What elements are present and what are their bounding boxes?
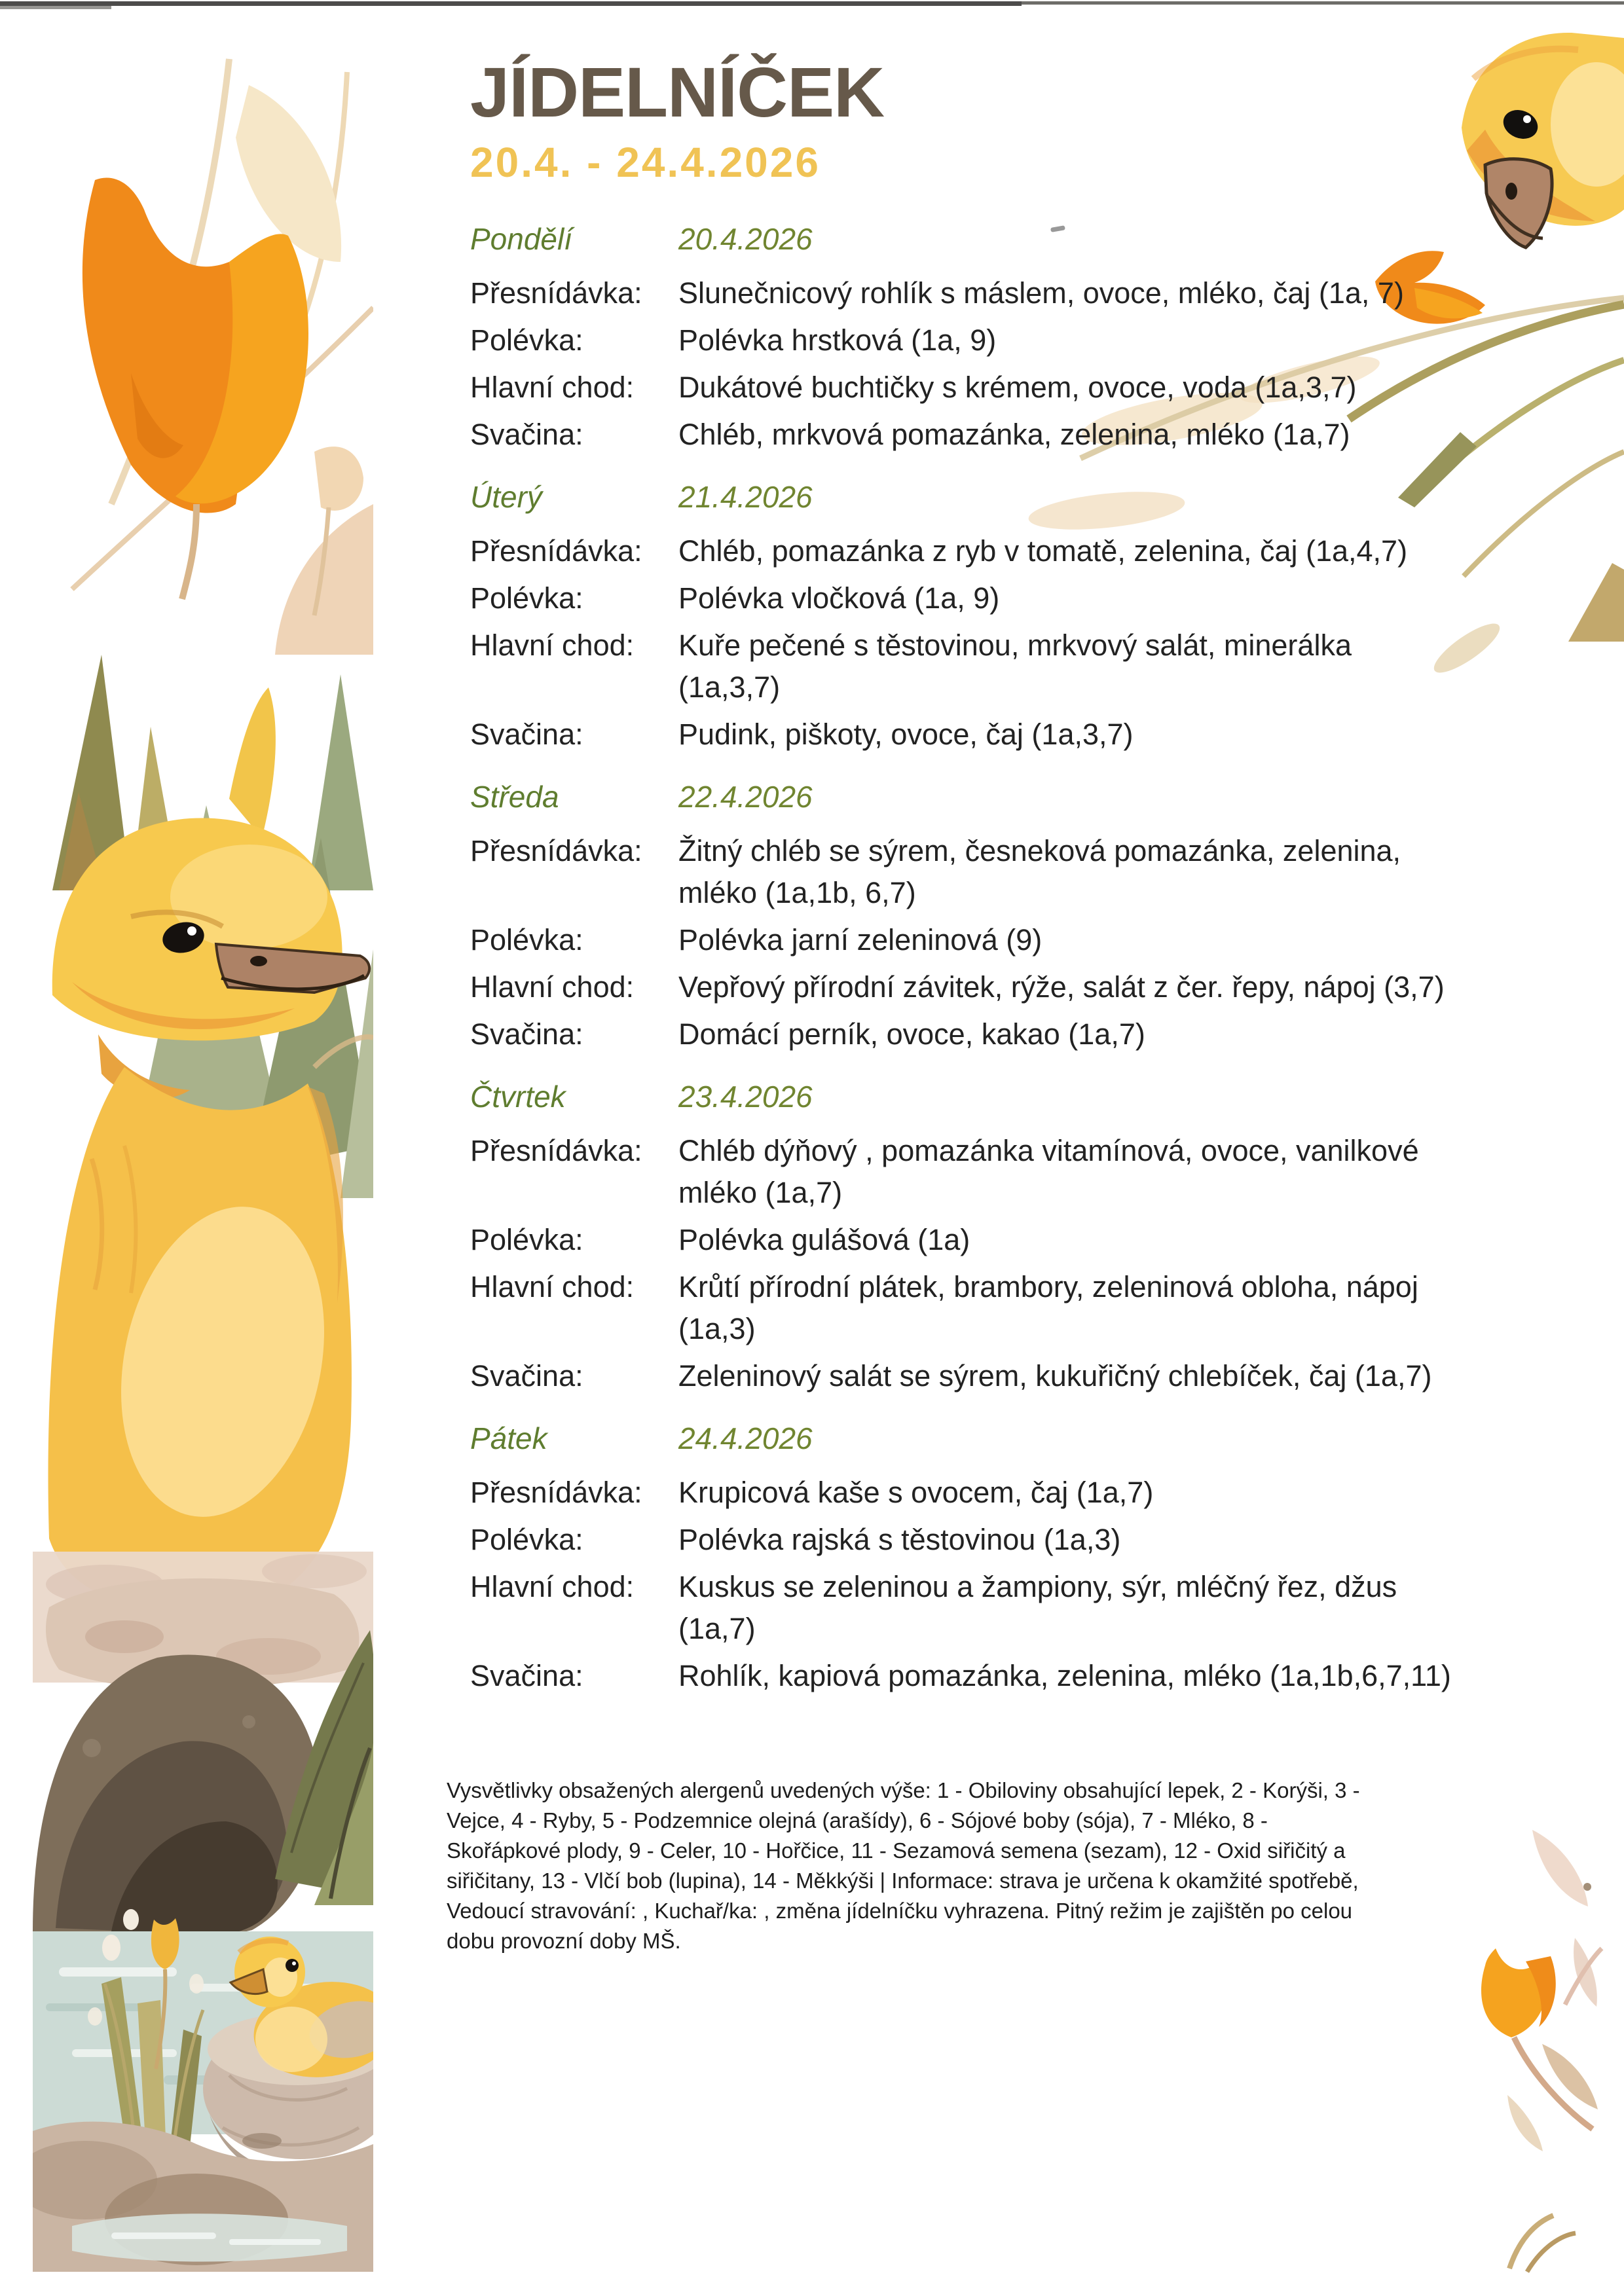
day-name: Středa: [470, 779, 559, 814]
day-header: [470, 1078, 1492, 1116]
day-section: [470, 478, 1492, 756]
day-name: Pátek: [470, 1421, 547, 1455]
meal-value: Pudink, piškoty, ovoce, čaj (1a,3,7): [678, 717, 1134, 751]
menu-content: [447, 52, 1492, 1956]
day-name: Úterý: [470, 479, 542, 514]
meal-row: [470, 714, 1492, 756]
meal-row: [470, 1472, 1492, 1514]
duck-beak: [1485, 159, 1552, 247]
scan-edge-line: [0, 1, 1624, 9]
day-name: Čtvrtek: [470, 1079, 566, 1114]
day-date: 21.4.2026: [678, 479, 813, 514]
meal-row: [470, 1219, 1492, 1261]
meal-row: [470, 319, 1492, 361]
meal-row: [470, 1355, 1492, 1397]
day-section: [470, 220, 1492, 456]
meal-row: [470, 272, 1492, 314]
meal-value: Chléb, mrkvová pomazánka, zelenina, mléko (1a,7): [678, 417, 1350, 451]
meal-value: Polévka gulášová (1a): [678, 1222, 970, 1256]
meal-label: Přesnídávka:: [470, 276, 642, 310]
day-date: 23.4.2026: [678, 1079, 813, 1114]
day-date: 22.4.2026: [678, 779, 813, 814]
meal-label: Svačina:: [470, 1658, 583, 1692]
day-section: [470, 778, 1492, 1055]
meal-value: Krupicová kaše s ovocem, čaj (1a,7): [678, 1475, 1154, 1509]
meal-row: [470, 1566, 1492, 1650]
day-meals: [470, 1472, 1492, 1697]
meal-value: Krůtí přírodní plátek, brambory, zeleninová obloha, nápoj (1a,3): [678, 1269, 1418, 1345]
meal-value: Dukátové buchtičky s krémem, ovoce, voda (1a,3,7): [678, 370, 1357, 404]
meal-value: Polévka rajská s těstovinou (1a,3): [678, 1522, 1121, 1556]
meal-value: Chléb, pomazánka z ryb v tomatě, zelenina, čaj (1a,4,7): [678, 534, 1408, 568]
meal-row: [470, 577, 1492, 619]
meal-label: Polévka:: [470, 581, 583, 615]
meal-value: Polévka vločková (1a, 9): [678, 581, 1000, 615]
meal-row: [470, 367, 1492, 409]
day-section: [470, 1419, 1492, 1697]
date-range: 20.4. - 24.4.2026: [470, 139, 821, 187]
meal-row: [470, 919, 1492, 961]
meal-value: Zeleninový salát se sýrem, kukuřičný chlebíček, čaj (1a,7): [678, 1358, 1432, 1393]
meal-row: [470, 414, 1492, 456]
meal-value: Kuskus se zeleninou a žampiony, sýr, mléčný řez, džus (1a,7): [678, 1569, 1397, 1645]
day-section: [470, 1078, 1492, 1397]
meal-row: [470, 1655, 1492, 1697]
meal-value: Vepřový přírodní závitek, rýže, salát z čer. řepy, nápoj (3,7): [678, 970, 1445, 1004]
meal-row: [470, 1130, 1492, 1214]
menu-days: [470, 220, 1492, 1697]
meal-value: Kuře pečené s těstovinou, mrkvový salát, minerálka (1a,3,7): [678, 628, 1352, 704]
day-header: [470, 478, 1492, 516]
meal-value: Rohlík, kapiová pomazánka, zelenina, mléko (1a,1b,6,7,11): [678, 1658, 1451, 1692]
meal-label: Polévka:: [470, 1222, 583, 1256]
day-header: [470, 220, 1492, 258]
meal-label: Svačina:: [470, 417, 583, 451]
meal-row: [470, 1519, 1492, 1561]
day-meals: [470, 830, 1492, 1055]
meal-row: [470, 530, 1492, 572]
day-meals: [470, 272, 1492, 456]
meal-label: Přesnídávka:: [470, 1475, 642, 1509]
meal-row: [470, 1266, 1492, 1350]
meal-label: Polévka:: [470, 922, 583, 957]
meal-row: [470, 966, 1492, 1008]
meal-label: Svačina:: [470, 1358, 583, 1393]
meal-label: Přesnídávka:: [470, 833, 642, 867]
meal-row: [470, 830, 1492, 914]
day-header: [470, 778, 1492, 816]
meal-value: Polévka hrstková (1a, 9): [678, 323, 997, 357]
day-header: [470, 1419, 1492, 1457]
meal-value: Žitný chléb se sýrem, česneková pomazánka, zelenina, mléko (1a,1b, 6,7): [678, 833, 1401, 909]
meal-label: Polévka:: [470, 1522, 583, 1556]
day-meals: [470, 530, 1492, 756]
meal-value: Polévka jarní zeleninová (9): [678, 922, 1043, 957]
meal-label: Přesnídávka:: [470, 534, 642, 568]
meal-value: Domácí perník, ovoce, kakao (1a,7): [678, 1017, 1145, 1051]
meal-row: [470, 625, 1492, 708]
meal-label: Svačina:: [470, 1017, 583, 1051]
meal-label: Hlavní chod:: [470, 970, 635, 1004]
page-title: JÍDELNÍČEK: [470, 52, 885, 132]
allergen-legend: Vysvětlivky obsažených alergenů uvedených výše: 1 - Obiloviny obsahující lepek, 2 - Korýši, 3 - Vejce, 4 - Ryby, 5 - Podzemnice olejná (arašídy), 6 - Sójové boby (sója), 7 - Mléko, 8 - Skořápkové plody, 9 - Celer, 10 - Hořčice, 11 - Sezamová semena (sezam), 12 - Oxid siřičitý a siřičitany, 13 - Vlčí bob (lupina), 14 - Měkkýši | Informace: strava je určena k okamžité spotřebě, Vedoucí stravování: , Kuchař/ka: , změna jídelníčku vyhrazena. Pitný režim je zajištěn po celou dobu provozní doby MŠ.: [447, 1777, 1360, 1953]
meal-label: Přesnídávka:: [470, 1133, 642, 1167]
meal-value: Slunečnicový rohlík s máslem, ovoce, mléko, čaj (1a, 7): [678, 276, 1404, 310]
day-name: Pondělí: [470, 221, 573, 256]
tulip-sprig-bottom-right: [1481, 1830, 1602, 2272]
day-meals: [470, 1130, 1492, 1397]
meal-value: Chléb dýňový , pomazánka vitamínová, ovoce, vanilkové mléko (1a,7): [678, 1133, 1419, 1209]
day-date: 24.4.2026: [678, 1421, 813, 1455]
meal-label: Hlavní chod:: [470, 1569, 635, 1603]
day-date: 20.4.2026: [678, 221, 813, 256]
meal-row: [470, 1013, 1492, 1055]
meal-label: Polévka:: [470, 323, 583, 357]
meal-label: Svačina:: [470, 717, 583, 751]
meal-label: Hlavní chod:: [470, 1269, 635, 1303]
meal-label: Hlavní chod:: [470, 628, 635, 662]
meal-label: Hlavní chod:: [470, 370, 635, 404]
